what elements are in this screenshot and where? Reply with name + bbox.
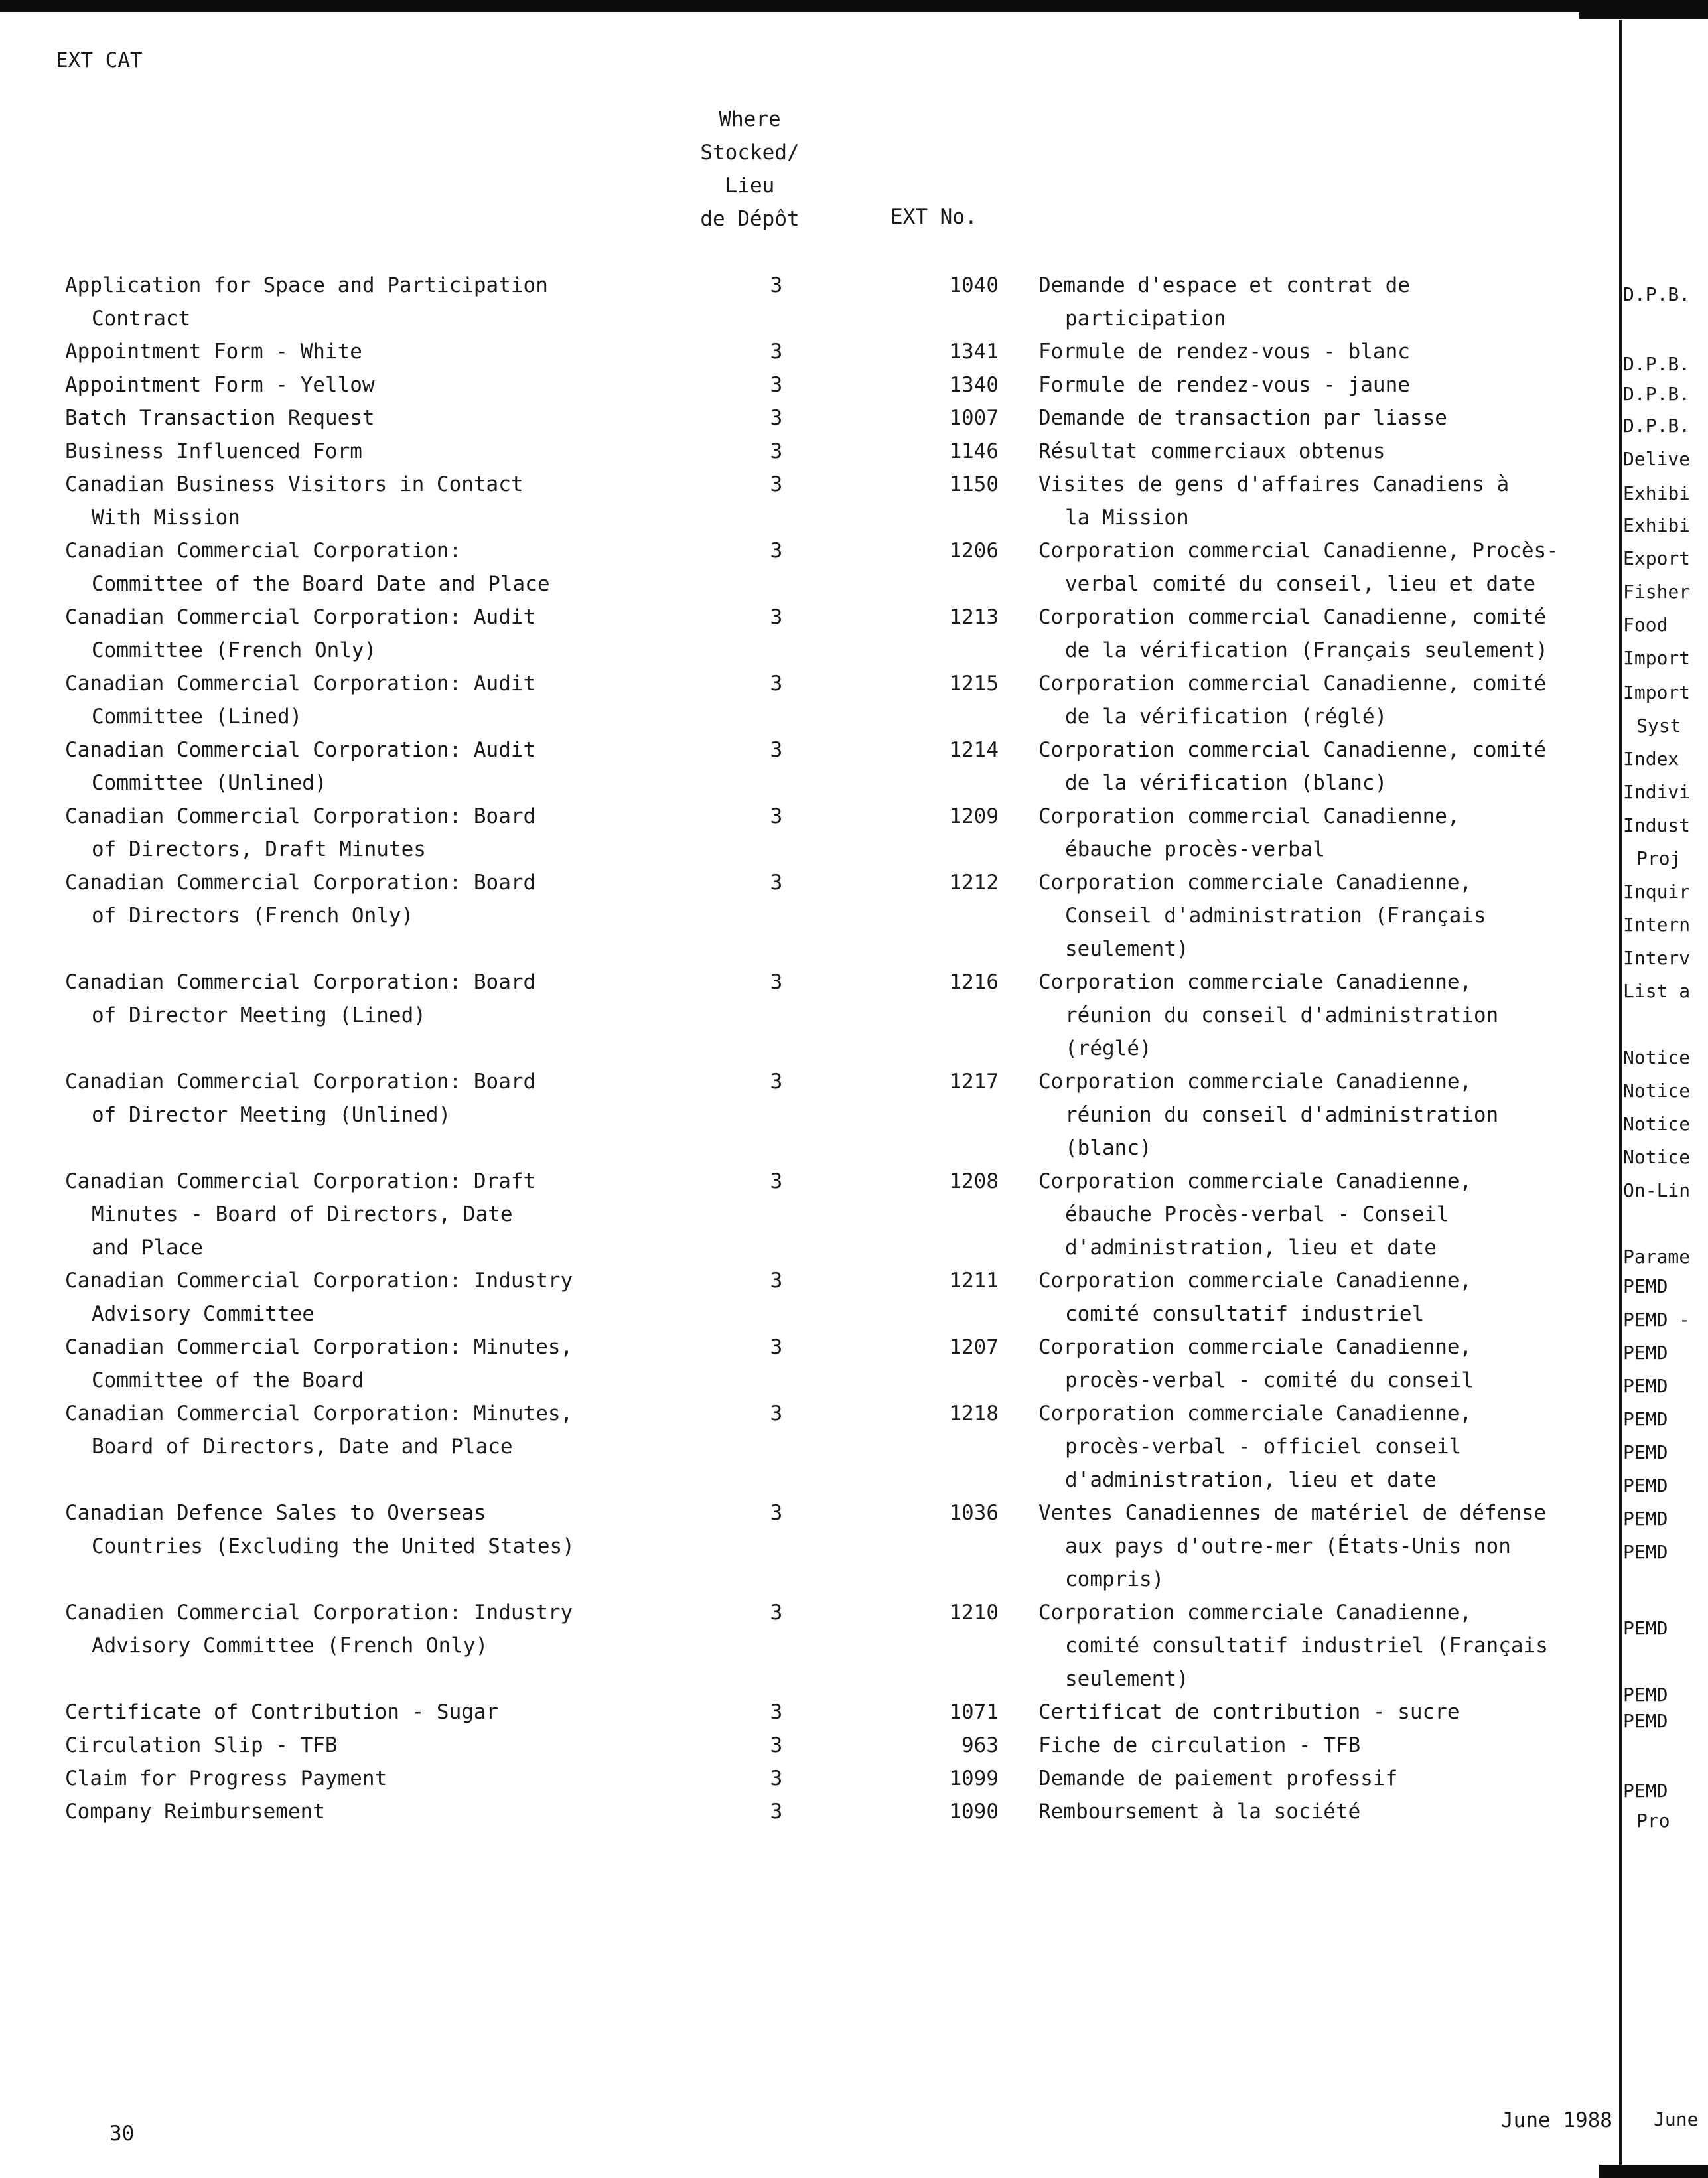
next-page-fragment: Indivi [1623,781,1691,803]
form-name-french [1038,534,1609,601]
ext-number: 1146 [949,439,999,463]
form-name-english [65,733,702,800]
next-page-fragment: Inquir [1623,881,1691,903]
form-name-french-line: Corporation commerciale Canadienne, [1038,1601,1472,1625]
form-name-french-line: seulement) [1065,1667,1189,1691]
next-page-fragment: Import [1623,682,1691,703]
form-name-french-line: Conseil d'administration (Français [1065,904,1486,928]
form-name-french [1038,1165,1609,1264]
where-stocked-value: 3 [770,871,783,895]
where-stocked-value: 3 [770,273,783,297]
where-stocked-value: 3 [770,1800,783,1824]
form-name-english-line: and Place [92,1236,203,1260]
section-code: EXT CAT [56,48,143,72]
where-stocked-value: 3 [770,1501,783,1525]
next-page-fragment: PEMD [1623,1780,1668,1802]
form-name-english-line: Canadian Commercial Corporation: Board [65,970,536,994]
next-page-fragment: PEMD [1623,1342,1668,1364]
form-name-french-line: comité consultatif industriel (Français [1065,1634,1548,1658]
form-name-english-line: Committee (French Only) [92,638,377,662]
form-name-french-line: Corporation commercial Canadienne, comité [1038,738,1547,762]
where-stocked-value: 3 [770,439,783,463]
form-name-french [1038,1065,1609,1165]
form-name-french [1038,1397,1609,1496]
form-name-english-line: Canadian Commercial Corporation: Audit [65,605,536,629]
ext-number: 1211 [949,1269,999,1293]
ext-number: 1213 [949,605,999,629]
form-name-english [65,335,702,368]
form-name-english-line: Canadian Commercial Corporation: Audit [65,672,536,695]
next-page-fragment: Food [1623,614,1668,636]
form-name-english-line: Business Influenced Form [65,439,362,463]
form-name-english [65,435,702,468]
form-name-english [65,601,702,667]
form-name-french [1038,1762,1609,1795]
form-name-french-line: Ventes Canadiennes de matériel de défense [1038,1501,1547,1525]
form-name-french [1038,401,1609,435]
ext-number: 1090 [949,1800,999,1824]
form-name-english-line: Canadian Commercial Corporation: Industry [65,1269,573,1293]
next-page-fragment: PEMD [1623,1508,1668,1530]
ext-number: 963 [961,1733,999,1757]
where-stocked-value: 3 [770,1700,783,1724]
form-name-english [65,1397,702,1463]
ext-number: 1210 [949,1601,999,1625]
next-page-fragment: Export [1623,547,1691,569]
form-name-french [1038,966,1609,1065]
where-stocked-value: 3 [770,1402,783,1425]
form-name-english [65,1729,702,1762]
form-name-english-line: Countries (Excluding the United States) [92,1534,575,1558]
form-name-french-line: (blanc) [1065,1136,1152,1160]
form-name-english-line: Appointment Form - White [65,340,362,364]
where-stocked-value: 3 [770,738,783,762]
next-page-fragment: Notice [1623,1047,1691,1068]
form-name-french-line: compris) [1065,1567,1165,1591]
form-name-french-line: verbal comité du conseil, lieu et date [1065,572,1536,596]
form-name-english [65,1331,702,1397]
where-stocked-value: 3 [770,804,783,828]
form-name-french-line: Corporation commercial Canadienne, comité [1038,672,1547,695]
form-name-english-line: Committee (Lined) [92,705,303,729]
where-stocked-value: 3 [770,605,783,629]
form-name-english-line: of Director Meeting (Unlined) [92,1103,451,1127]
next-page-fragment: D.P.B. [1623,415,1691,437]
form-name-english [65,468,702,534]
next-page-fragment: Parame [1623,1246,1691,1268]
form-name-english [65,368,702,401]
form-name-french-line: Corporation commerciale Canadienne, [1038,1402,1472,1425]
form-name-english-line: Canadian Commercial Corporation: Audit [65,738,536,762]
ext-number: 1217 [949,1070,999,1094]
form-name-english-line: Committee (Unlined) [92,771,327,795]
next-page-fragment: PEMD [1623,1684,1668,1706]
form-name-english-line: Circulation Slip - TFB [65,1733,338,1757]
form-name-english-line: Advisory Committee [92,1302,315,1326]
next-page-fragment: PEMD [1623,1710,1668,1732]
form-name-french [1038,733,1609,800]
ext-number: 1099 [949,1767,999,1790]
form-name-english [65,1696,702,1729]
form-name-english-line: Canadian Commercial Corporation: [65,539,462,563]
ext-number: 1218 [949,1402,999,1425]
form-name-french-line: Corporation commercial Canadienne, Procès- [1038,539,1559,563]
form-name-french [1038,866,1609,966]
form-name-french-line: Demande de transaction par liasse [1038,406,1447,430]
ext-number: 1212 [949,871,999,895]
form-name-english-line: of Director Meeting (Lined) [92,1003,426,1027]
form-name-english [65,866,702,932]
form-name-french-line: Fiche de circulation - TFB [1038,1733,1361,1757]
next-page-fragment: PEMD [1623,1375,1668,1397]
next-page-fragment: PEMD [1623,1408,1668,1430]
where-stocked-value: 3 [770,1733,783,1757]
ext-number: 1206 [949,539,999,563]
form-name-english-line: Canadian Commercial Corporation: Minutes, [65,1402,573,1425]
form-name-english [65,1795,702,1828]
next-page-fragment: Intern [1623,914,1691,936]
form-name-french-line: de la vérification (blanc) [1065,771,1388,795]
form-name-english-line: of Directors, Draft Minutes [92,837,426,861]
form-name-french-line: Corporation commerciale Canadienne, [1038,1269,1472,1293]
next-page-fragment: Notice [1623,1146,1691,1168]
form-name-french [1038,800,1609,866]
form-name-french-line: Corporation commercial Canadienne, [1038,804,1460,828]
form-name-english-line: Contract [92,307,191,330]
form-name-english-line: Advisory Committee (French Only) [92,1634,488,1658]
next-page-date: June [1654,2108,1699,2130]
ext-number: 1036 [949,1501,999,1525]
next-page-fragment: D.P.B. [1623,283,1691,305]
next-page-fragment: Fisher [1623,581,1691,603]
ext-number: 1007 [949,406,999,430]
form-name-english-line: Minutes - Board of Directors, Date [92,1202,513,1226]
where-stocked-value: 3 [770,1070,783,1094]
ext-number: 1214 [949,738,999,762]
form-name-french-line: Corporation commerciale Canadienne, [1038,970,1472,994]
form-name-english-line: Canadian Commercial Corporation: Board [65,1070,536,1094]
where-stocked-value: 3 [770,472,783,496]
next-page-fragment: On-Lin [1623,1179,1691,1201]
page-number: 30 [109,2122,135,2145]
next-page-fragment: List a [1623,980,1691,1002]
form-name-french [1038,1729,1609,1762]
where-stocked-value: 3 [770,373,783,397]
form-name-french-line: ébauche procès-verbal [1065,837,1325,861]
form-name-french [1038,1264,1609,1331]
form-name-french-line: réunion du conseil d'administration [1065,1003,1499,1027]
form-name-french-line: réunion du conseil d'administration [1065,1103,1499,1127]
next-page-fragment: PEMD [1623,1475,1668,1496]
form-name-french-line: Corporation commerciale Canadienne, [1038,1169,1472,1193]
form-name-french-line: procès-verbal - comité du conseil [1065,1368,1474,1392]
form-name-french [1038,1596,1609,1696]
next-page-fragment: Import [1623,647,1691,669]
form-name-english-line: Claim for Progress Payment [65,1767,388,1790]
form-name-english-line: Certificate of Contribution - Sugar [65,1700,499,1724]
form-name-english [65,1264,702,1331]
next-page-fragment: PEMD - [1623,1309,1691,1331]
form-name-english [65,1496,702,1563]
form-name-french-line: d'administration, lieu et date [1065,1468,1437,1492]
next-page-fragment: Pro [1636,1810,1670,1832]
ext-number: 1340 [949,373,999,397]
form-name-english [65,800,702,866]
form-name-french-line: seulement) [1065,937,1189,961]
next-page-fragment: PEMD [1623,1617,1668,1639]
form-name-french [1038,468,1609,534]
form-name-english-line: With Mission [92,506,240,530]
form-name-english-line: Canadian Defence Sales to Overseas [65,1501,486,1525]
column-header-ext-no: EXT No. [890,205,977,229]
form-name-french-line: Visites de gens d'affaires Canadiens à [1038,472,1510,496]
next-page-fragment: Interv [1623,947,1691,969]
ext-number: 1208 [949,1169,999,1193]
where-stocked-value: 3 [770,1269,783,1293]
where-stocked-value: 3 [770,970,783,994]
form-name-french [1038,368,1609,401]
ext-number: 1341 [949,340,999,364]
form-name-english [65,1762,702,1795]
page-date: June 1988 [1501,2108,1612,2132]
form-name-french-line: la Mission [1065,506,1189,530]
where-stocked-value: 3 [770,672,783,695]
form-name-french-line: (réglé) [1065,1037,1152,1060]
next-page-fragment: Notice [1623,1113,1691,1135]
next-page-fragment: D.P.B. [1623,383,1691,405]
ext-number: 1040 [949,273,999,297]
where-stocked-value: 3 [770,406,783,430]
next-page-fragment: Exhibi [1623,482,1691,504]
form-name-english [65,966,702,1032]
ext-number: 1215 [949,672,999,695]
form-name-french [1038,667,1609,733]
top-scan-edge [0,0,1708,12]
form-name-french-line: comité consultatif industriel [1065,1302,1425,1326]
form-name-french-line: de la vérification (réglé) [1065,705,1388,729]
form-name-french-line: Corporation commerciale Canadienne, [1038,1335,1472,1359]
form-name-english-line: Batch Transaction Request [65,406,375,430]
column-header-where-stocked: Where Stocked/ Lieu de Dépôt [700,108,800,231]
form-name-english-line: Canadian Commercial Corporation: Minutes, [65,1335,573,1359]
next-page-fragment: Syst [1636,715,1681,737]
next-page-fragment: Exhibi [1623,514,1691,536]
where-stocked-value: 3 [770,1169,783,1193]
where-stocked-value: 3 [770,1767,783,1790]
form-name-english-line: Committee of the Board Date and Place [92,572,550,596]
form-name-french [1038,435,1609,468]
form-name-english [65,667,702,733]
form-name-english-line: Canadian Commercial Corporation: Board [65,871,536,895]
form-name-french-line: procès-verbal - officiel conseil [1065,1435,1462,1459]
next-page-column-fragments [1620,0,1708,2178]
form-name-french [1038,1795,1609,1828]
where-stocked-value: 3 [770,340,783,364]
form-name-english-line: Canadian Commercial Corporation: Draft [65,1169,536,1193]
next-page-fragment: PEMD [1623,1441,1668,1463]
form-name-english-line: Appointment Form - Yellow [65,373,375,397]
next-page-fragment: PEMD [1623,1275,1668,1297]
next-page-fragment: D.P.B. [1623,353,1691,375]
form-name-english [65,401,702,435]
where-stocked-value: 3 [770,539,783,563]
form-name-french-line: d'administration, lieu et date [1065,1236,1437,1260]
form-name-french-line: Demande de paiement professif [1038,1767,1398,1790]
form-name-french-line: Résultat commerciaux obtenus [1038,439,1386,463]
form-name-french-line: Corporation commerciale Canadienne, [1038,871,1472,895]
form-name-french-line: ébauche Procès-verbal - Conseil [1065,1202,1449,1226]
form-name-french [1038,269,1609,335]
form-name-english [65,1596,702,1662]
next-page-fragment: Index [1623,748,1679,770]
form-name-english [65,1165,702,1264]
form-name-english-line: Board of Directors, Date and Place [92,1435,513,1459]
form-name-french-line: Remboursement à la société [1038,1800,1361,1824]
form-name-english-line: Canadien Commercial Corporation: Industry [65,1601,573,1625]
ext-number: 1150 [949,472,999,496]
form-name-english-line: Company Reimbursement [65,1800,325,1824]
ext-number: 1207 [949,1335,999,1359]
form-name-french-line: Formule de rendez-vous - jaune [1038,373,1410,397]
form-name-french-line: Demande d'espace et contrat de [1038,273,1410,297]
form-name-french [1038,601,1609,667]
form-name-english-line: Canadian Commercial Corporation: Board [65,804,536,828]
form-name-english [65,1065,702,1131]
ext-number: 1216 [949,970,999,994]
next-page-fragment: Proj [1636,847,1681,869]
form-name-french [1038,335,1609,368]
where-stocked-value: 3 [770,1601,783,1625]
ext-number: 1071 [949,1700,999,1724]
form-name-french-line: participation [1065,307,1226,330]
next-page-fragment: Indust [1623,814,1691,836]
next-page-fragment: PEMD [1623,1541,1668,1563]
form-name-french [1038,1696,1609,1729]
form-name-french-line: Certificat de contribution - sucre [1038,1700,1460,1724]
ext-number: 1209 [949,804,999,828]
form-name-french-line: Corporation commerciale Canadienne, [1038,1070,1472,1094]
form-name-french-line: Formule de rendez-vous - blanc [1038,340,1410,364]
form-name-french [1038,1331,1609,1397]
form-name-french-line: Corporation commercial Canadienne, comité [1038,605,1547,629]
form-name-english-line: Canadian Business Visitors in Contact [65,472,524,496]
where-stocked-value: 3 [770,1335,783,1359]
form-name-english [65,269,702,335]
form-name-english-line: Committee of the Board [92,1368,364,1392]
next-page-fragment: Delive [1623,448,1691,470]
form-name-english-line: Application for Space and Participation [65,273,548,297]
form-name-french-line: aux pays d'outre-mer (États-Unis non [1065,1534,1511,1558]
form-name-french [1038,1496,1609,1596]
next-page-fragment: Notice [1623,1080,1691,1102]
form-name-english-line: of Directors (French Only) [92,904,414,928]
form-name-english [65,534,702,601]
form-name-french-line: de la vérification (Français seulement) [1065,638,1548,662]
